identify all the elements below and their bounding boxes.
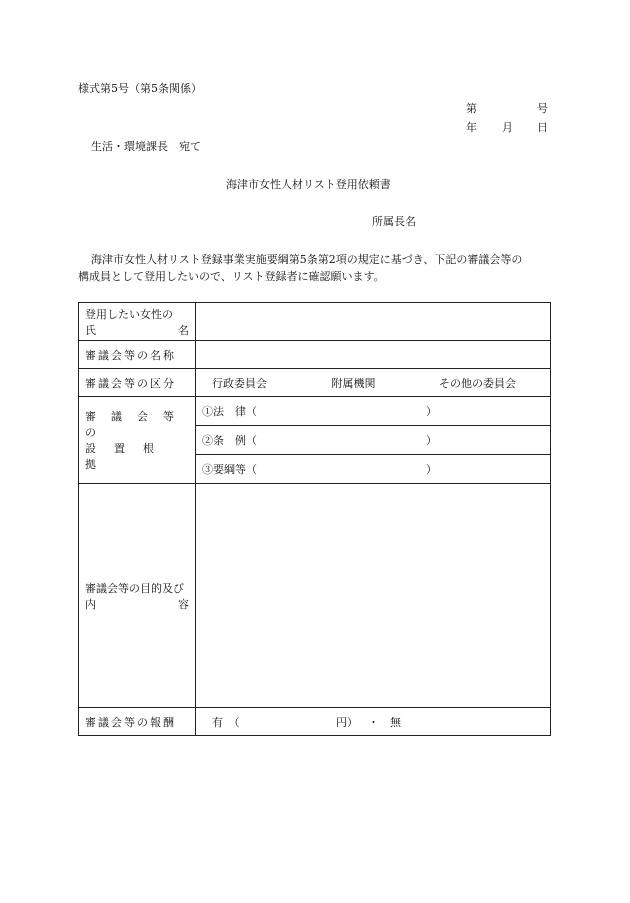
name-label-second: 名 (178, 323, 189, 337)
purpose-label-first: 内 (85, 597, 96, 611)
basis-law-close: ） (426, 405, 437, 418)
body-text-line-1: 海津市女性人材リスト登録事業実施要綱第5条第2項の規定に基づき、下記の審議会等の (91, 253, 523, 266)
basis-ordinance-close: ） (426, 434, 437, 447)
basis-guidelines-close: ） (426, 463, 437, 476)
fee-separator: ・ (368, 715, 379, 729)
category-label: 審議会等の区分 (79, 369, 196, 397)
date-month: 月 (502, 121, 513, 134)
purpose-label-line-1: 審議会等の目的及び (85, 581, 184, 595)
council-name-label: 審議会等の名称 (79, 341, 196, 369)
basis-label-cell (79, 397, 196, 484)
name-label-line-1: 登用したい女性の (85, 307, 173, 321)
date-day: 日 (537, 121, 548, 134)
form-number: 様式第5号（第5条関係） (78, 82, 202, 95)
purpose-label-second: 容 (178, 597, 189, 611)
sender-name-label: 所属長名 (372, 215, 416, 228)
table-row-council-name (79, 341, 551, 369)
name-label-first: 氏 (85, 323, 96, 337)
category-option-other[interactable]: その他の委員会 (439, 376, 516, 390)
basis-label-line-2: 設置根拠 (85, 442, 172, 471)
table-row-basis-law (79, 397, 551, 426)
addressee: 生活・環境課長 宛て (91, 140, 201, 153)
purpose-value-cell[interactable] (196, 484, 551, 708)
doc-number-label: 第 (466, 102, 477, 115)
table-row-fee (79, 708, 551, 736)
name-value-cell[interactable] (196, 303, 551, 341)
category-option-administrative[interactable]: 行政委員会 (212, 376, 267, 390)
purpose-label-cell (79, 484, 196, 708)
basis-label-line-1: 審議会等の (85, 410, 189, 439)
basis-guidelines-label: ③要綱等（ (202, 463, 257, 476)
fee-label: 審議会等の報酬 (79, 708, 196, 736)
fee-no-option[interactable]: 無 (390, 715, 401, 729)
category-option-affiliated[interactable]: 附属機関 (331, 376, 376, 390)
fee-yes-option[interactable]: 有 （ (212, 715, 240, 729)
category-options-cell (196, 369, 551, 397)
body-text-line-2: 構成員として登用したいので、リスト登録者に確認願います。 (78, 270, 385, 283)
request-form-table (78, 302, 551, 736)
table-row-purpose (79, 484, 551, 708)
name-label-cell (79, 303, 196, 341)
doc-number-suffix: 号 (537, 102, 548, 115)
document-title: 海津市女性人材リスト登用依頼書 (226, 178, 391, 191)
basis-ordinance-label: ②条 例（ (202, 434, 257, 447)
table-row-name (79, 303, 551, 341)
fee-options-cell (196, 708, 551, 736)
basis-law-cell[interactable] (196, 397, 551, 426)
basis-ordinance-cell[interactable] (196, 426, 551, 455)
basis-law-label: ①法 律（ (202, 405, 257, 418)
date-year: 年 (466, 121, 477, 134)
council-name-value-cell[interactable] (196, 341, 551, 369)
basis-guidelines-cell[interactable] (196, 455, 551, 484)
table-row-category (79, 369, 551, 397)
fee-yen-label: 円） (336, 715, 358, 729)
